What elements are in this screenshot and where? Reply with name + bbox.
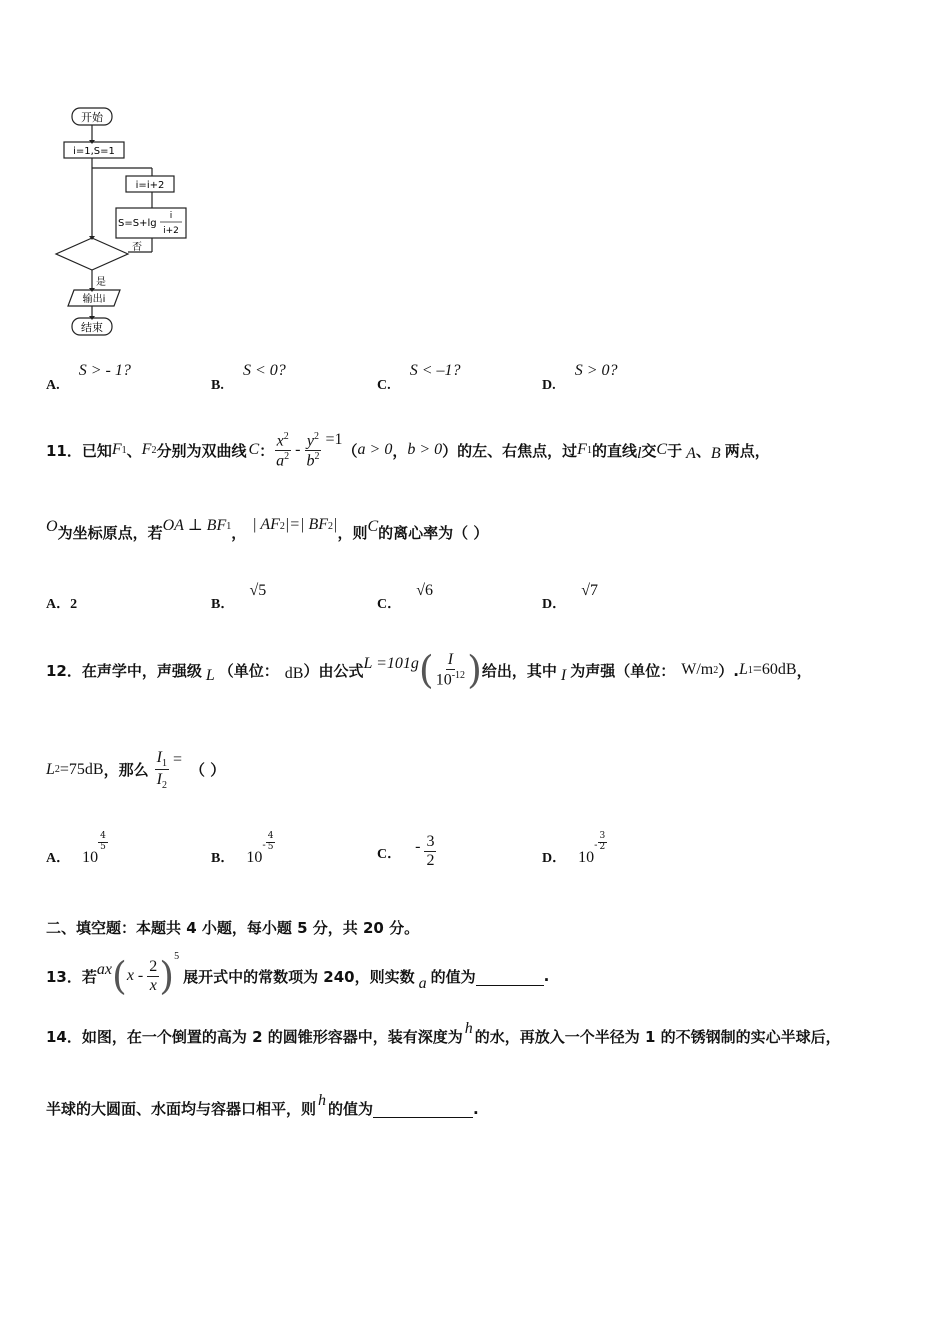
q12-text: 12．在声学中，声强级 bbox=[46, 661, 202, 680]
unit-db: dB bbox=[284, 665, 304, 682]
option-label: D. bbox=[542, 378, 556, 393]
q12-text: （单位： bbox=[218, 661, 279, 680]
l2-value: =75dB bbox=[59, 760, 104, 778]
flow-init-text: i=1,S=1 bbox=[73, 146, 115, 157]
curve-c: C bbox=[656, 441, 668, 458]
q11-text: 两点， bbox=[724, 441, 770, 460]
var-a: a bbox=[418, 975, 427, 992]
q11-text: 分别为双曲线 bbox=[156, 441, 247, 460]
q11-text: 的离心率为（ ） bbox=[378, 524, 489, 542]
sqrt-6: √6 bbox=[416, 582, 433, 599]
ratio-i1-i2: $\frac{I_1}{I_2}$ bbox=[156, 749, 167, 792]
point-b: B bbox=[710, 445, 721, 462]
flow-start-text: 开始 bbox=[81, 111, 103, 124]
f1: F bbox=[577, 441, 587, 458]
q12-text: 为声强（单位： bbox=[570, 661, 676, 680]
q10-option-d bbox=[542, 360, 618, 393]
unit-wm2: W/m bbox=[681, 661, 714, 678]
var-l: L bbox=[205, 667, 215, 684]
formula-fraction: $\frac{I}{10^{-12}}$ bbox=[435, 651, 466, 689]
option-text: S < 0? bbox=[242, 362, 286, 379]
fraction-2-x: $\frac{2}{x}$ bbox=[149, 957, 158, 994]
sqrt-7: √7 bbox=[581, 582, 598, 599]
colon: ： bbox=[259, 441, 275, 460]
q13-line: 13．若 ax ( x - $\frac{2}{x}$ ) 5 展开式中的常数项为 240，则实数 a 的值为 . bbox=[46, 950, 550, 998]
answer-blank[interactable] bbox=[373, 1099, 473, 1118]
q11-option-a: A．2 bbox=[46, 597, 78, 612]
q11-text: ，则 bbox=[337, 524, 368, 542]
answer-blank[interactable] bbox=[476, 967, 544, 986]
option-text: S < –1? bbox=[409, 362, 461, 379]
q12-line-2: L 2 =75dB ，那么 $\frac{I_1}{I_2}$ = （ ） bbox=[46, 749, 226, 792]
cond-b: b > 0 bbox=[407, 441, 443, 458]
curve-c: C bbox=[367, 517, 379, 535]
q12-text: 给出，其中 bbox=[481, 661, 557, 680]
q12-option-c: C． - $\frac{3}{2}$ bbox=[377, 833, 435, 869]
line-l: l bbox=[636, 445, 642, 462]
flow-frac-den: i+2 bbox=[163, 226, 179, 236]
flow-output-text: 输出i bbox=[82, 294, 106, 305]
l1: L bbox=[738, 661, 748, 678]
q11-text: 交 bbox=[641, 441, 657, 460]
option-label: C. bbox=[377, 378, 391, 393]
q13-text: 展开式中的常数项为 240，则实数 bbox=[183, 967, 415, 986]
q14-text: 半球的大圆面、水面均与容器口相平，则 bbox=[46, 1100, 317, 1118]
q14-text: 的值为 bbox=[328, 1100, 374, 1118]
q11-option-b: B． √5 bbox=[211, 582, 267, 612]
q14-text: 的水，再放入一个半径为 1 的不锈钢制的实心半球后， bbox=[474, 1028, 841, 1046]
ax: ax bbox=[96, 961, 112, 978]
option-text: S > 0? bbox=[574, 362, 618, 379]
f2-sub: 2 bbox=[151, 444, 157, 456]
comma: ， bbox=[392, 441, 408, 460]
x-minus: x - bbox=[126, 967, 144, 984]
q12-text: ，那么 bbox=[103, 761, 149, 780]
flow-update-s-text: S=S+lg bbox=[118, 218, 157, 229]
comma: ， bbox=[231, 524, 247, 542]
formula-left: L =101g bbox=[363, 655, 419, 672]
q14-line-1 bbox=[46, 1019, 926, 1047]
fraction-x2-a2: $\frac{x^2}{a^2}$ bbox=[276, 430, 290, 469]
q11-text: 、 bbox=[695, 441, 711, 460]
flow-no-label: 否 bbox=[132, 242, 142, 253]
q13-text: 13．若 bbox=[46, 967, 97, 986]
flow-frac-num: i bbox=[169, 211, 173, 221]
var-h: h bbox=[464, 1019, 473, 1037]
minus-sign: - bbox=[295, 441, 301, 458]
sqrt-5: √5 bbox=[249, 582, 267, 599]
cond-open: （ bbox=[342, 441, 358, 460]
flow-update-i-text: i=i+2 bbox=[135, 180, 165, 191]
var-i: I bbox=[560, 667, 567, 684]
q12-option-d: D． 10 - $\frac{3}{2}$ bbox=[542, 831, 606, 866]
point-a: A bbox=[686, 445, 696, 462]
q10-option-b bbox=[211, 360, 286, 393]
q11-text: 于 bbox=[667, 441, 683, 460]
equals-one: =1 bbox=[325, 431, 343, 448]
origin-o: O bbox=[46, 517, 58, 535]
option-label: B. bbox=[211, 378, 224, 393]
q10-option-a bbox=[46, 360, 131, 393]
q14-text: 14．如图，在一个倒置的高为 2 的圆锥形容器中，装有深度为 bbox=[46, 1028, 463, 1046]
q11-option-c: C． √6 bbox=[377, 582, 433, 612]
q11-option-d: D． √7 bbox=[542, 582, 598, 612]
abs-condition: | AF bbox=[252, 515, 280, 533]
l2: L bbox=[46, 760, 55, 778]
flow-yes-label: 是 bbox=[96, 277, 106, 288]
flow-decision bbox=[56, 238, 128, 270]
var-h: h bbox=[318, 1091, 327, 1109]
q11-text: 为坐标原点，若 bbox=[57, 524, 163, 542]
q11-number: 11．已知 bbox=[46, 441, 112, 460]
q13-text: 的值为 bbox=[430, 967, 476, 986]
cond-a: a > 0 bbox=[357, 441, 393, 458]
flowchart bbox=[48, 100, 208, 340]
flow-end-text: 结束 bbox=[81, 321, 103, 334]
section-heading: 二、填空题：本题共 4 小题，每小题 5 分，共 20 分。 bbox=[46, 919, 420, 937]
fraction-y2-b2: $\frac{y^2}{b^2}$ bbox=[306, 430, 320, 469]
q14-line-2: 半球的大圆面、水面均与容器口相平，则 h 的值为 . bbox=[46, 1091, 479, 1118]
perp-condition: OA ⊥ BF bbox=[162, 516, 227, 534]
l1-value: =60dB bbox=[752, 661, 797, 678]
exponent-5: 5 bbox=[174, 950, 180, 962]
f1: F bbox=[111, 441, 122, 458]
q10-option-c bbox=[377, 360, 461, 393]
q12-option-a: A． 10 $\frac{4}{5}$ bbox=[46, 831, 106, 866]
sep: 、 bbox=[126, 441, 142, 460]
option-text: S > - 1? bbox=[78, 362, 131, 379]
q12-text: ）由公式 bbox=[303, 661, 364, 680]
f2: F bbox=[141, 441, 152, 458]
option-label: A. bbox=[46, 378, 60, 393]
q11-text: ）的左、右焦点，过 bbox=[442, 441, 578, 460]
q11-text: 的直线 bbox=[591, 441, 637, 460]
f1-sub: 1 bbox=[121, 444, 127, 456]
q12-line-1: 12．在声学中，声强级 L （单位： dB ）由公式 L =101g ( $\frac{I}{10^{-12}}$ ) 给出，其中 I 为声强（单位： W/m 2 ）. L 1 =60dB ， bbox=[46, 648, 812, 692]
q12-option-b: B． 10 - $\frac{4}{5}$ bbox=[211, 831, 274, 866]
q11-line-1: 11．已知 F 1 、 F 2 分别为双曲线 C ： $\frac{x^2}{a^2}$ - $\frac{y^2}{b^2}$ =1 （ a > 0 ， b > 0 ）的左、右焦点，过 F 1 的直线 l 交 C 于 A 、 B 两点， bbox=[46, 430, 770, 469]
q11-line-2: O 为坐标原点，若 OA ⊥ BF $_1$ ， | AF $_2$ |=| BF $_2$ | ，则 C 的离心率为（ ） bbox=[46, 515, 489, 542]
curve-c: C bbox=[248, 441, 260, 458]
